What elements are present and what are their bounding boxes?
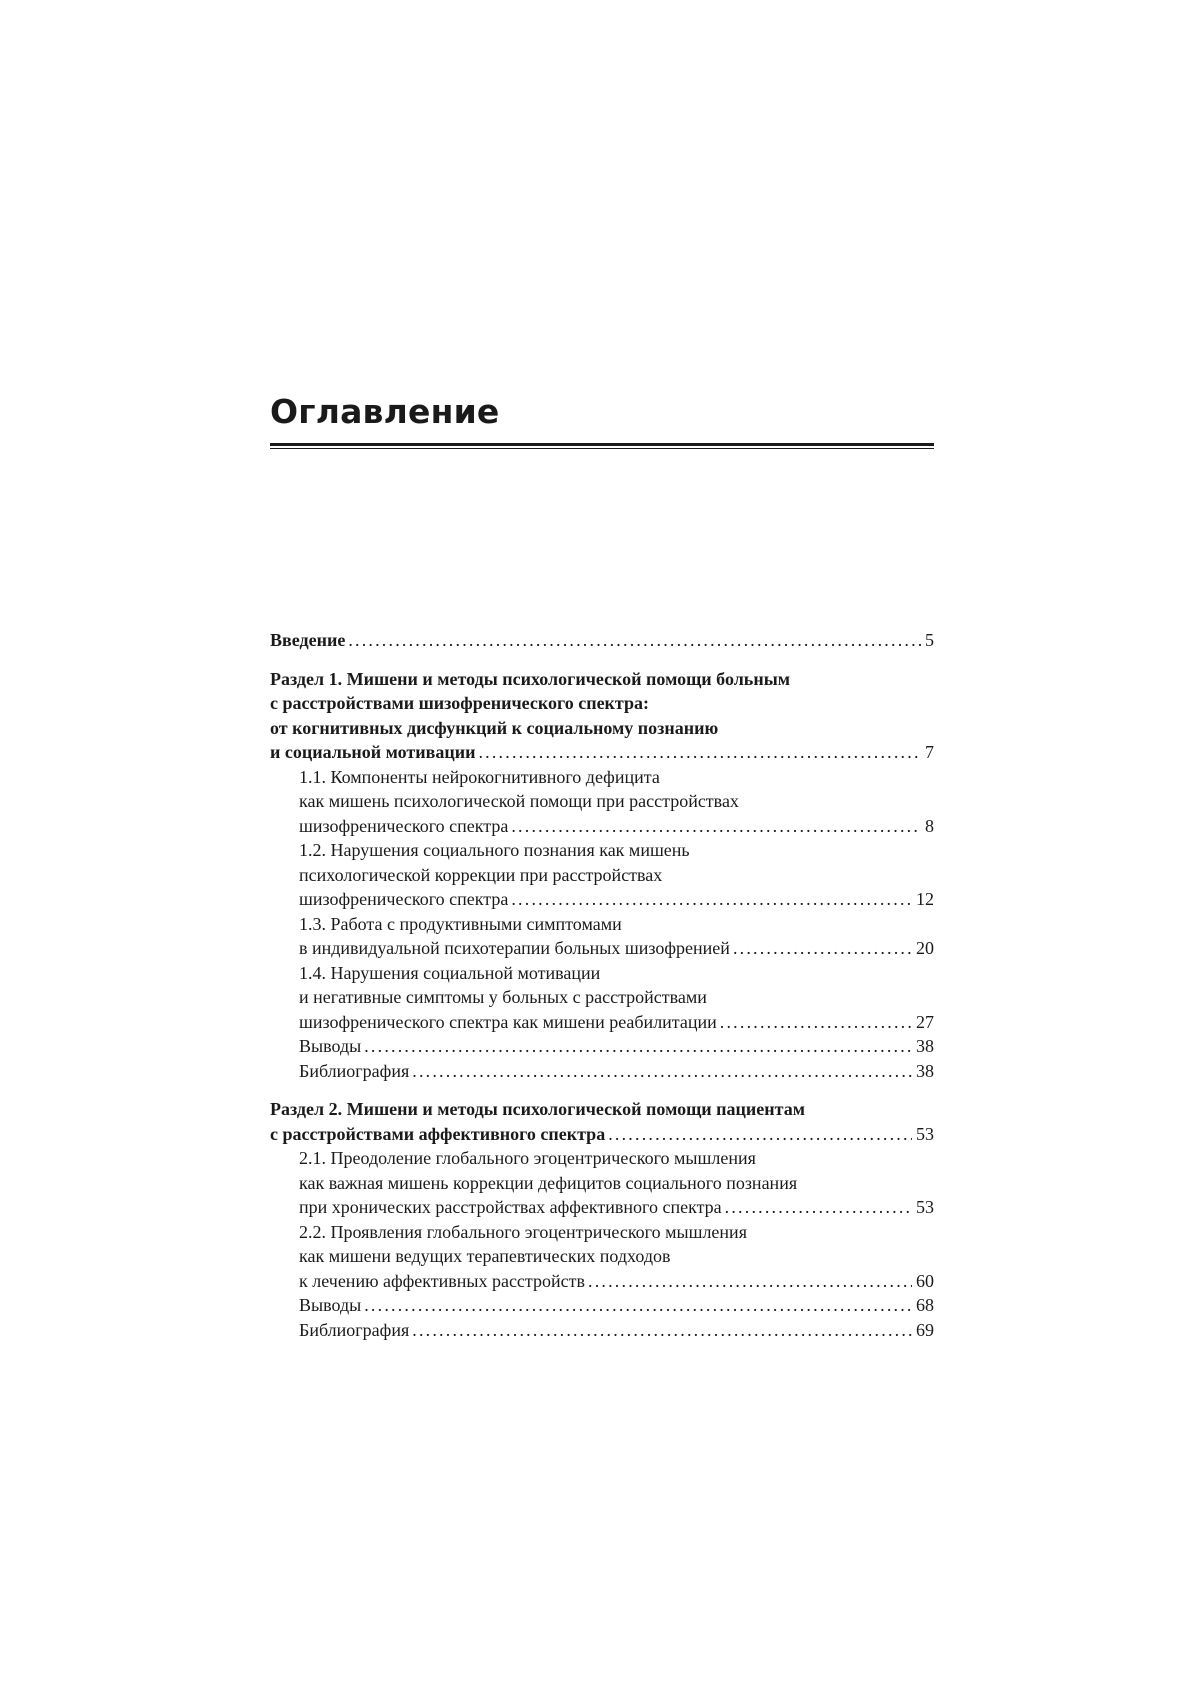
toc-entry-last-line (299, 1010, 934, 1035)
toc-entry-line: 2.2. Проявления глобального эгоцентрического мышления (299, 1221, 747, 1242)
toc-subsection-entry (270, 1318, 934, 1343)
toc-entry-last-line (270, 1122, 934, 1147)
toc-entry-last-line (299, 887, 934, 912)
toc-entry-last-line (299, 1059, 934, 1084)
toc-entry-line: 1.4. Нарушения социальной мотивации (299, 962, 601, 983)
toc-entry-last-line (299, 814, 934, 839)
dot-leader (478, 740, 921, 765)
toc-entry-line: как важная мишень коррекции дефицитов социального познания (299, 1172, 798, 1193)
toc-entry-last-line (299, 1318, 934, 1343)
toc-page-number: 5 (925, 630, 934, 650)
toc-page-number: 38 (916, 1036, 934, 1056)
toc-entry-last-line (270, 740, 934, 765)
dot-leader (364, 1034, 912, 1059)
toc-entry-line: 1.3. Работа с продуктивными симптомами (299, 913, 622, 934)
toc-entry-title: шизофренического спектра (299, 815, 509, 836)
dot-leader (511, 887, 912, 912)
dot-leader (364, 1293, 912, 1318)
toc-entry-title: при хронических расстройствах аффективного спектра (299, 1197, 722, 1217)
dot-leader (412, 1318, 912, 1343)
toc-entry-line: Раздел 2. Мишени и методы психологической помощи пациентам (270, 1099, 805, 1119)
toc-entry-title: Выводы (299, 1036, 362, 1056)
toc-entry-line: как мишени ведущих терапевтических подходов (299, 1246, 671, 1266)
toc-entry-title: Введение (270, 630, 346, 650)
toc-subsection-entry (270, 1034, 934, 1059)
toc-page-number: 7 (925, 742, 934, 762)
toc-entry-title: шизофренического спектра как мишени реабилитации (299, 1011, 717, 1032)
toc-entry-line: 1.2. Нарушения социального познания как мишень (299, 840, 690, 860)
toc-entry-line: от когнитивных дисфункций к социальному познанию (270, 717, 719, 738)
toc-subsection-entry (270, 1059, 934, 1084)
toc-entry-last-line (299, 1034, 934, 1059)
toc-page-number: 60 (916, 1270, 934, 1291)
dot-leader (412, 1059, 912, 1084)
toc-page-number: 69 (916, 1319, 934, 1340)
toc-entry-last-line (299, 1269, 934, 1294)
dot-leader (588, 1269, 912, 1294)
dot-leader (348, 628, 921, 653)
toc-page-number: 53 (916, 1197, 934, 1217)
dot-leader (511, 814, 921, 839)
toc-entry-line: с расстройствами шизофренического спектра: (270, 693, 649, 713)
toc-entry-title: в индивидуальной психотерапии больных шизофренией (299, 938, 730, 958)
dot-leader (720, 1010, 912, 1035)
toc-entry-line: как мишень психологической помощи при расстройствах (299, 791, 739, 811)
toc-entry-title: к лечению аффективных расстройств (299, 1270, 585, 1291)
toc-subsection-entry (270, 912, 934, 961)
dot-leader (733, 936, 912, 961)
toc-entry-line: 1.1. Компоненты нейрокогнитивного дефицита (299, 766, 660, 787)
toc-subsection-entry (270, 838, 934, 912)
toc-subsection-entry (270, 961, 934, 1035)
toc-entry-line: 2.1. Преодоление глобального эгоцентрического мышления (299, 1148, 756, 1168)
toc-page-number: 8 (925, 815, 934, 836)
toc-page-number: 68 (916, 1295, 934, 1315)
toc-section-entry (270, 628, 934, 653)
toc-entry-title: Библиография (299, 1060, 410, 1081)
toc-entry-title: и социальной мотивации (270, 742, 476, 762)
toc-entry-line: и негативные симптомы у больных с расстройствами (299, 987, 707, 1007)
toc-entry-line: Раздел 1. Мишени и методы психологической помощи больным (270, 668, 791, 689)
toc-entry-last-line (299, 936, 934, 961)
toc-entry-last-line (299, 1195, 934, 1220)
toc-page-number: 20 (916, 938, 934, 958)
title-double-rule (270, 443, 934, 449)
toc-entry-title: Библиография (299, 1319, 410, 1340)
toc-entry-title: шизофренического спектра (299, 889, 509, 909)
toc-page-number: 27 (916, 1011, 934, 1032)
toc-entry-title: Выводы (299, 1295, 362, 1315)
toc-section-entry (270, 1097, 934, 1146)
toc-subsection-entry (270, 1293, 934, 1318)
toc-page-number: 38 (916, 1060, 934, 1081)
toc-entry-last-line (270, 628, 934, 653)
toc-page-number: 53 (916, 1123, 934, 1144)
toc-entry-line: психологической коррекции при расстройствах (299, 864, 663, 885)
dot-leader (725, 1195, 912, 1220)
toc-section-entry (270, 667, 934, 765)
toc-subsection-entry (270, 765, 934, 839)
page-title: Оглавление (270, 392, 500, 431)
table-of-contents (270, 628, 934, 1342)
toc-entry-title: с расстройствами аффективного спектра (270, 1123, 606, 1144)
toc-subsection-entry (270, 1146, 934, 1220)
toc-page-number: 12 (916, 889, 934, 909)
toc-subsection-entry (270, 1220, 934, 1294)
dot-leader (608, 1122, 912, 1147)
toc-entry-last-line (299, 1293, 934, 1318)
